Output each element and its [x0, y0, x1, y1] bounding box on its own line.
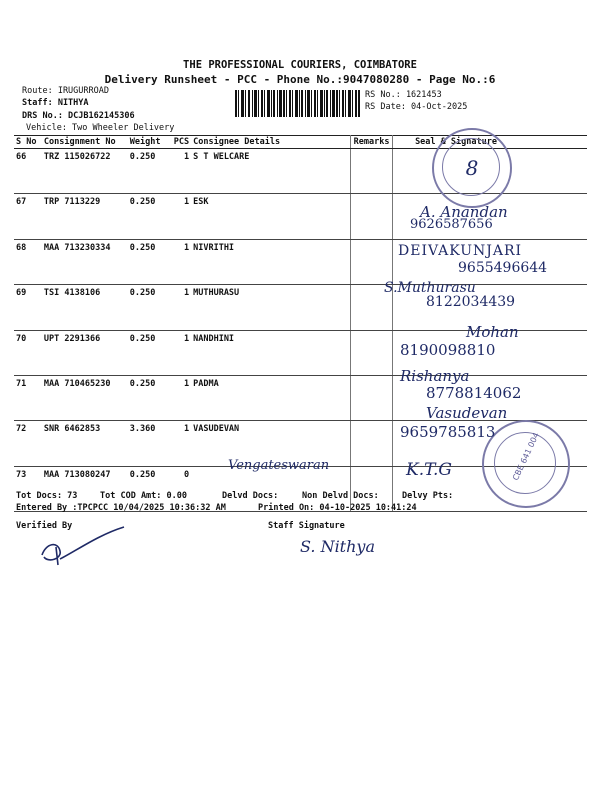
cell-consignment: TRP 7113229: [42, 194, 128, 239]
col-signature-header: Seal & Signature: [393, 136, 587, 149]
stamp-text: CBE 641 004: [510, 431, 542, 482]
cell-pcs: 1: [172, 149, 191, 194]
vehicle-label: Vehicle: Two Wheeler Delivery: [26, 123, 175, 133]
cell-consignment: UPT 2291366: [42, 330, 128, 375]
route-label: Route: IRUGURROAD: [22, 86, 109, 96]
printed-on: Printed On: 04-10-2025 10:41:24: [258, 503, 417, 513]
handwritten-name-row68: DEIVAKUNJARI: [398, 243, 523, 259]
handwritten-phone-row72: 9659785813: [400, 423, 496, 441]
drs-number: DRS No.: DCJB162145306: [22, 111, 135, 121]
delivered-docs: Delvd Docs:: [222, 491, 279, 501]
handwritten-name-row71: Rishanya: [400, 367, 470, 385]
cell-pcs: 1: [172, 421, 191, 466]
cell-pcs: 0: [172, 466, 191, 511]
cell-weight: 0.250: [128, 194, 172, 239]
col-consignment-header: Consignment No: [42, 136, 128, 149]
cell-weight: 0.250: [128, 149, 172, 194]
cell-remarks: [351, 421, 393, 466]
handwritten-name-row67: A. Anandan: [420, 203, 508, 221]
col-consignee-header: Consignee Details: [191, 136, 350, 149]
cell-consignment: MAA 713080247: [42, 466, 128, 511]
cell-sno: 73: [14, 466, 42, 511]
rs-number: RS No.: 1621453: [365, 90, 442, 100]
col-weight-header: Weight: [128, 136, 172, 149]
cell-consignment: TSI 4138106: [42, 285, 128, 330]
stamp-handwritten-mark: 8: [465, 156, 479, 180]
cell-consignee: VASUDEVAN: [191, 421, 350, 466]
barcode-image: [235, 90, 360, 117]
handwritten-phone-row67: 9626587656: [410, 217, 493, 232]
total-docs: Tot Docs: 73: [16, 491, 78, 501]
cell-consignee: NIVRITHI: [191, 239, 350, 284]
cell-remarks: [351, 375, 393, 420]
cell-pcs: 1: [172, 330, 191, 375]
runsheet-subtitle: Delivery Runsheet - PCC - Phone No.:9047080280 - Page No.:6: [104, 73, 496, 86]
cell-pcs: 1: [172, 239, 191, 284]
verifier-signature: [36, 525, 128, 569]
cell-weight: 0.250: [128, 239, 172, 284]
col-pcs-header: PCS: [173, 137, 190, 147]
entered-by: Entered By :TPCPCC 10/04/2025 10:36:32 AM: [16, 503, 226, 513]
cell-sno: 66: [14, 149, 42, 194]
company-title: THE PROFESSIONAL COURIERS, COIMBATORE: [183, 59, 417, 71]
cell-weight: 0.250: [128, 466, 172, 511]
rs-date: RS Date: 04-Oct-2025: [365, 102, 468, 112]
cell-weight: 0.250: [128, 285, 172, 330]
staff-signature-label: Staff Signature: [268, 521, 345, 531]
handwritten-remarks-row73: Vengateswaran: [228, 458, 330, 473]
cell-pcs: 1: [172, 285, 191, 330]
verified-by-label: Verified By: [16, 521, 73, 531]
cell-sno: 67: [14, 194, 42, 239]
handwritten-sig-row73: K.T.G: [406, 460, 452, 480]
cell-sno: 72: [14, 421, 42, 466]
cell-consignee: S T WELCARE: [191, 149, 350, 194]
cell-consignee: MUTHURASU: [191, 285, 350, 330]
non-delivered-docs: Non Delvd Docs:: [302, 491, 379, 501]
cell-pcs: 1: [172, 375, 191, 420]
cell-sno: 69: [14, 285, 42, 330]
cell-weight: 3.360: [128, 421, 172, 466]
cell-weight: 0.250: [128, 330, 172, 375]
cell-remarks: [351, 149, 393, 194]
cell-pcs: 1: [172, 194, 191, 239]
cell-remarks: [351, 194, 393, 239]
handwritten-name-row70: Mohan: [466, 323, 519, 341]
courier-seal-stamp-top: [432, 128, 512, 208]
handwritten-phone-row71: 8778814062: [426, 384, 522, 402]
cell-consignment: MAA 713230334: [42, 239, 128, 284]
cell-consignee: NANDHINI: [191, 330, 350, 375]
cell-remarks: [351, 239, 393, 284]
cell-consignee: ESK: [191, 194, 350, 239]
handwritten-phone-row68: 9655496644: [458, 260, 548, 276]
handwritten-name-row69: S.Muthurasu: [384, 280, 476, 296]
handwritten-name-row72: Vasudevan: [426, 404, 508, 422]
staff-signature-handwritten: S. Nithya: [300, 537, 375, 556]
handwritten-phone-row69: 8122034439: [426, 294, 516, 310]
cell-consignment: MAA 710465230: [42, 375, 128, 420]
delivery-points: Delvy Pts:: [402, 491, 454, 501]
total-cod-amount: Tot COD Amt: 0.00: [100, 491, 187, 501]
staff-label: Staff: NITHYA: [22, 98, 89, 108]
cell-remarks: [351, 330, 393, 375]
cell-consignment: TRZ 115026722: [42, 149, 128, 194]
cell-sno: 71: [14, 375, 42, 420]
cell-consignee: PADMA: [191, 375, 350, 420]
col-remarks-header: Remarks: [351, 136, 393, 149]
cell-sno: 68: [14, 239, 42, 284]
cell-consignment: SNR 6462853: [42, 421, 128, 466]
col-sno-header: S No: [14, 136, 42, 149]
cell-sno: 70: [14, 330, 42, 375]
handwritten-phone-row70: 8190098810: [400, 341, 496, 359]
cell-weight: 0.250: [128, 375, 172, 420]
